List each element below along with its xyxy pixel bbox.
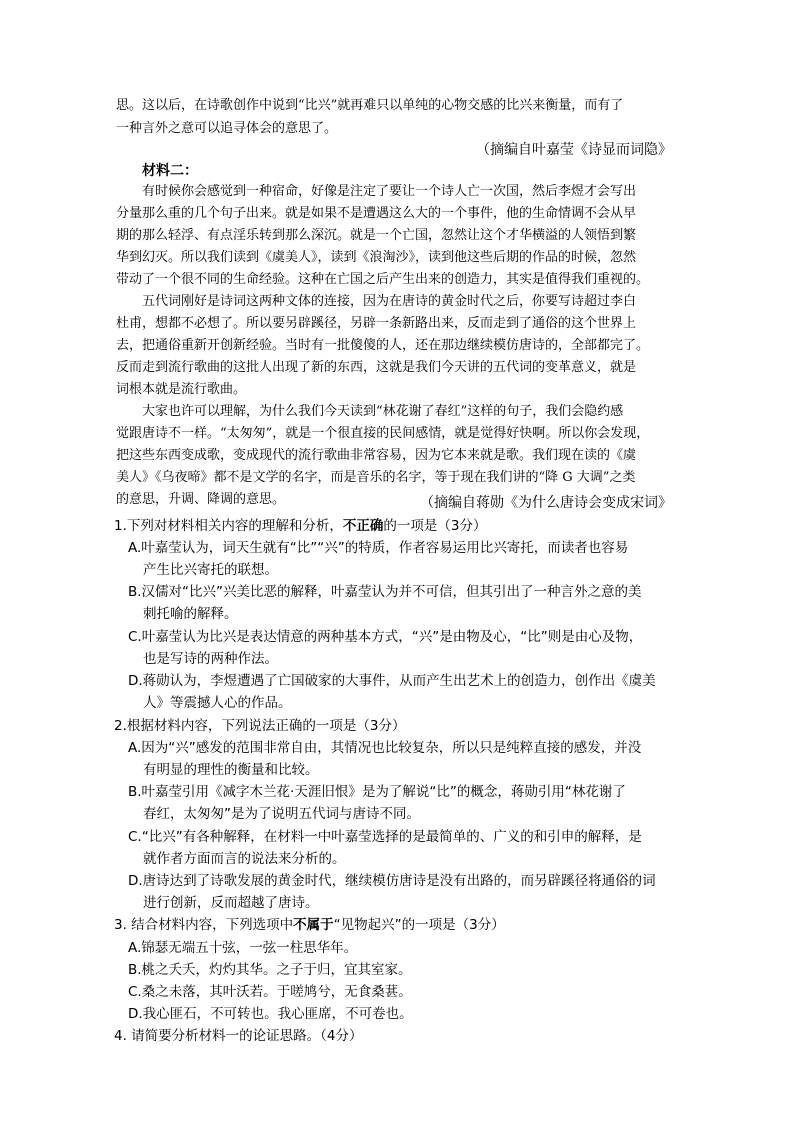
question-2-option-c-cont: 就作者方面而言的说法来分析的。 [143, 851, 346, 867]
material2-line: 反而走到流行歌曲的这批人出现了新的东西，这就是我们今天讲的五代词的变革意义，就是 [116, 360, 637, 375]
question-1-stem-text: 1.下列对材料相关内容的理解和分析， [114, 518, 343, 534]
question-4-stem: 4. 请简要分析材料一的论证思路。（4分） [114, 1028, 363, 1044]
question-1-option-b: B.汉儒对“比兴”兴美比恶的解释，叶嘉莹认为并不可信，但其引出了一种言外之意的美 [128, 584, 642, 600]
question-2-option-d-cont: 进行创新，反而超越了唐诗。 [143, 895, 319, 911]
material2-line: 大家也许可以理解，为什么我们今天读到“林花谢了春红”这样的句子，我们会隐约感 [142, 404, 624, 419]
question-1-stem-tail: 的一项是（3分） [383, 518, 487, 534]
question-1-option-a-cont: 产生比兴寄托的联想。 [143, 562, 278, 578]
question-2-option-a-cont: 有明显的理性的衡量和比较。 [143, 762, 319, 778]
question-1-option-d-cont: 人》等震撼人心的作品。 [143, 695, 292, 711]
question-2-option-b: B.叶嘉莹引用《减字木兰花·天涯旧恨》是为了解说“比”的概念，蒋勋引用“林花谢了 [128, 784, 626, 800]
question-1-emphasis: 不正确 [342, 518, 384, 534]
question-3-option-b: B.桃之夭夭，灼灼其华。之子于归，宜其室家。 [128, 962, 412, 978]
material2-line: 杜甫，想都不必想了。所以要另辟蹊径，另辟一条新路出来，反而走到了通俗的这个世界上 [116, 316, 637, 331]
question-3-emphasis: 不属于 [293, 917, 334, 933]
question-3-option-a: A.锦瑟无端五十弦，一弦一柱思华年。 [128, 940, 358, 956]
question-3-stem [114, 913, 505, 933]
material2-line: 分量那么重的几个句子出来。就是如果不是遭遇这么大的一个事件，他的生命情调不会从早 [116, 206, 637, 221]
material2-line: 期的那么轻浮、有点淫乐转到那么深沉。就是一个亡国，忽然让这个才华横溢的人领悟到繁 [116, 228, 637, 243]
question-1-option-b-cont: 刺托喻的解释。 [143, 606, 238, 622]
material2-line: 华到幻灭。所以我们读到《虞美人》，读到《浪淘沙》，读到他这些后期的作品的时候，忽然 [116, 250, 637, 265]
question-3-stem-tail: “见物起兴”的一项是（3分） [333, 917, 505, 933]
question-1-stem [114, 514, 486, 534]
question-1-option-a: A.叶嘉莹认为，词天生就有“比”“兴”的特质，作者容易运用比兴寄托，而读者也容易 [128, 540, 629, 556]
material2-line: 有时候你会感觉到一种宿命，好像是注定了要让一个诗人亡一次国，然后李煜才会写出 [142, 184, 637, 199]
material2-line: 把这些东西变成歌，变成现代的流行歌曲非常容易，因为它本来就是歌。我们现在读的《虞 [116, 448, 637, 463]
question-2-option-c: C.“比兴”有各种解释，在材料一中叶嘉莹选择的是最简单的、广义的和引申的解释，是 [128, 829, 642, 845]
material2-source: （摘编自蒋勋《为什么唐诗会变成宋词》 [420, 495, 672, 511]
question-3-option-d: D.我心匪石，不可转也。我心匪席，不可卷也。 [128, 1006, 413, 1022]
material2-line: 词根本就是流行歌曲。 [116, 382, 247, 397]
material2-line: 觉跟唐诗不一样。“太匆匆”，就是一个很直接的民间感情，就是觉得好快啊。所以你会发现， [116, 426, 650, 441]
question-2-option-a: A.因为“兴”感发的范围非常自由，其情况也比较复杂，所以只是纯粹直接的感发，并没 [128, 740, 642, 756]
material2-line: 美人》《乌夜啼》都不是文学的名字，而是音乐的名字，等于现在我们讲的“降 G 大调”之类 [116, 470, 636, 485]
question-3-stem-text: 3. 结合材料内容，下列选项中 [114, 917, 294, 933]
question-1-option-c: C.叶嘉莹认为比兴是表达情意的两种基本方式，“兴”是由物及心，“比”则是由心及物， [128, 629, 643, 645]
material1-line-1: 思。这以后，在诗歌创作中说到“比兴”就再难只以单纯的心物交感的比兴来衡量，而有了 [116, 98, 624, 113]
material2-line: 带动了一个很不同的生命经验。这种在亡国之后产生出来的创造力，其实是值得我们重视的。 [116, 272, 650, 287]
question-1-option-d: D.蒋勋认为，李煜遭遇了亡国破家的大事件，从而产生出艺术上的创造力，创作出《虞美 [128, 673, 656, 689]
question-1-option-c-cont: 也是写诗的两种作法。 [143, 651, 278, 667]
question-2-stem: 2.根据材料内容，下列说法正确的一项是（3分） [114, 718, 406, 734]
material2-line: 的意思，升调、降调的意思。 [116, 492, 286, 507]
material2-line: 去，把通俗重新开创新经验。当时有一批傻傻的人，还在那边继续模仿唐诗的，全部都完了。 [116, 338, 650, 353]
question-2-option-d: D.唐诗达到了诗歌发展的黄金时代，继续模仿唐诗是没有出路的，而另辟蹊径将通俗的词 [128, 873, 656, 889]
question-2-option-b-cont: 春红，太匆匆”是为了说明五代词与唐诗不同。 [143, 806, 420, 822]
material2-line: 五代词刚好是诗词这两种文体的连接，因为在唐诗的黄金时代之后，你要写诗超过李白 [142, 294, 637, 309]
material1-source: （摘编自叶嘉莹《诗显而词隐》 [476, 142, 672, 158]
material2-heading: 材料二： [142, 163, 198, 179]
material1-line-2: 一种言外之意可以追寻体会的意思了。 [116, 121, 338, 136]
question-3-option-c: C.桑之未落，其叶沃若。于嗟鸠兮，无食桑葚。 [128, 984, 412, 1000]
